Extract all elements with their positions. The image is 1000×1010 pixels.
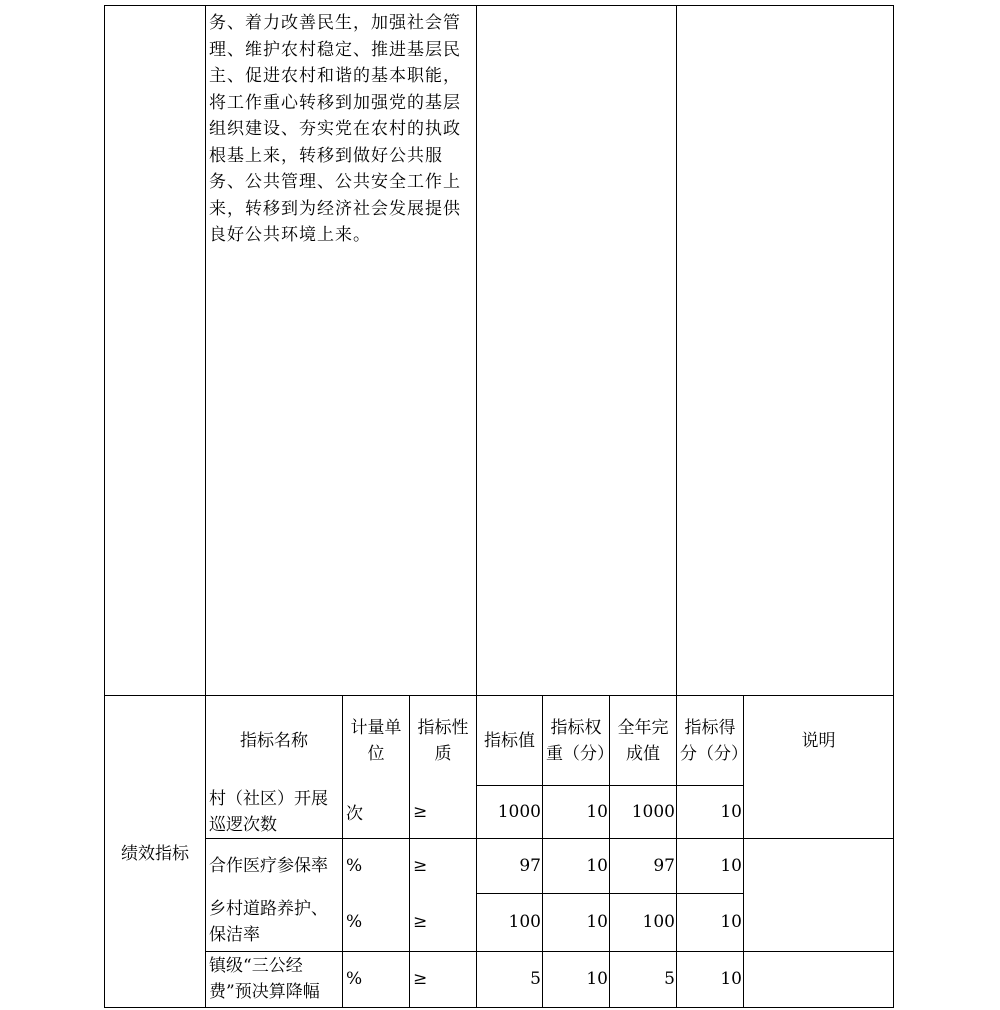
row-completed: 100 [610,893,677,951]
header-weight: 指标权重（分） [543,696,610,786]
row-weight: 10 [543,838,610,893]
header-completed: 全年完成值 [610,696,677,786]
row-property: ≥ [410,786,477,839]
blank-cell-right [677,6,894,696]
row-weight: 10 [543,951,610,1007]
row-completed: 1000 [610,786,677,839]
category-label: 绩效指标 [105,696,206,1008]
row-unit: 次 [343,786,410,839]
row-property: ≥ [410,893,477,951]
row-completed: 97 [610,838,677,893]
row-note [744,893,894,951]
row-value: 97 [477,838,543,893]
row-name: 村（社区）开展巡逻次数 [206,786,343,839]
row-weight: 10 [543,893,610,951]
header-note: 说明 [744,696,894,786]
row-property: ≥ [410,838,477,893]
row-name: 镇级“三公经费”预决算降幅 [206,951,343,1007]
row-unit: % [343,951,410,1007]
left-blank-cell [105,6,206,696]
header-name: 指标名称 [206,696,343,786]
row-property: ≥ [410,951,477,1007]
row-score: 10 [677,786,744,839]
table-row [105,893,894,951]
row-weight: 10 [543,786,610,839]
table-row [105,786,894,839]
row-unit: % [343,838,410,893]
row-note [744,786,894,839]
blank-cell-middle [477,6,677,696]
table-header-row [105,696,894,786]
row-note [744,838,894,893]
row-name: 合作医疗参保率 [206,838,343,893]
row-value: 100 [477,893,543,951]
table-row [105,951,894,1007]
row-score: 10 [677,893,744,951]
row-value: 5 [477,951,543,1007]
description-text: 务、着力改善民生，加强社会管理、维护农村稳定、推进基层民主、促进农村和谐的基本职能，将工作重心转移到加强党的基层组织建设、夯实党在农村的执政根基上来，转移到做好公共服务、公共管理、公共安全工作上来，转移到为经济社会发展提供良好公共环境上来。 [206,6,477,696]
description-row [105,6,894,696]
row-unit: % [343,893,410,951]
header-score: 指标得分（分） [677,696,744,786]
row-name: 乡村道路养护、保洁率 [206,893,343,951]
header-value: 指标值 [477,696,543,786]
header-property: 指标性质 [410,696,477,786]
row-score: 10 [677,838,744,893]
performance-table [104,5,894,1008]
table-row [105,838,894,893]
row-completed: 5 [610,951,677,1007]
row-note [744,951,894,1007]
row-score: 10 [677,951,744,1007]
header-unit: 计量单位 [343,696,410,786]
row-value: 1000 [477,786,543,839]
